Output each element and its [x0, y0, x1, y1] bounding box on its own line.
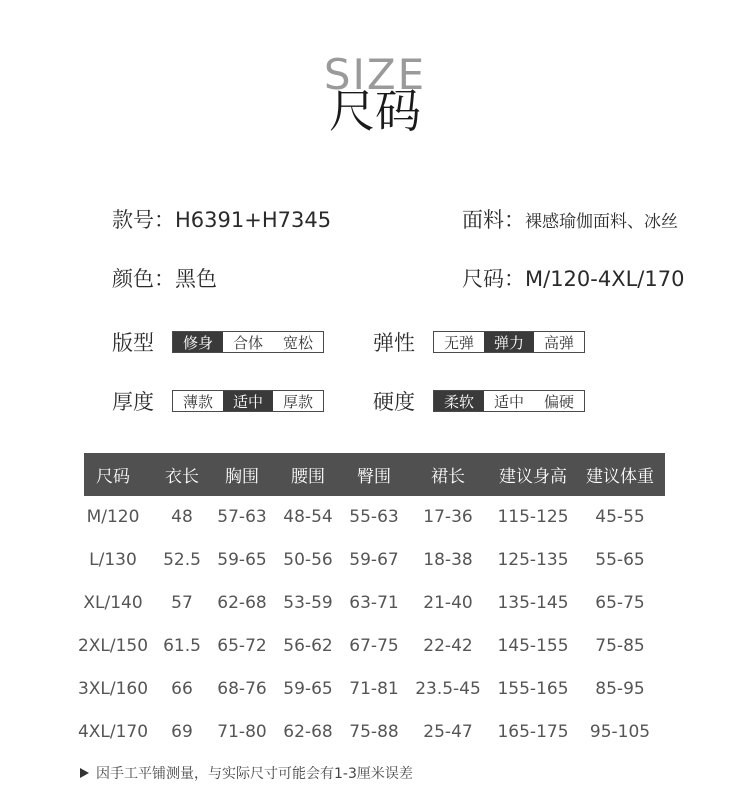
- hardness-option-1: 适中: [493, 392, 524, 411]
- size-range: [462, 269, 684, 290]
- table-cell: 21-40: [423, 593, 473, 613]
- table-cell: 48-54: [283, 507, 333, 527]
- size-range-value: M/120-4XL/170: [525, 267, 685, 291]
- table-header-cell: 建议体重: [586, 467, 654, 487]
- table-cell: 65-72: [217, 636, 267, 656]
- table-cell: 71-80: [217, 722, 267, 742]
- table-cell: 55-63: [349, 507, 399, 527]
- size-range-label: 尺码：: [462, 267, 525, 291]
- table-cell: 63-71: [349, 593, 399, 613]
- table-cell: 3XL/160: [77, 679, 149, 699]
- elasticity-option-0: 无弹: [443, 333, 474, 352]
- size-table-header: [84, 453, 665, 496]
- table-cell: 61.5: [163, 636, 201, 656]
- measurement-note-text: 因手工平铺测量，与实际尺寸可能会有1-3厘米误差: [96, 766, 413, 782]
- elasticity-option-1: 弹力: [484, 332, 534, 352]
- color-label: 颜色：: [112, 267, 175, 291]
- table-cell: 66: [171, 679, 193, 699]
- table-cell: M/120: [86, 507, 140, 527]
- table-cell: 75-85: [595, 636, 645, 656]
- table-cell: 45-55: [595, 507, 645, 527]
- table-cell: L/130: [89, 550, 137, 570]
- table-cell: 62-68: [283, 722, 333, 742]
- table-header-cell: 裙长: [431, 467, 465, 487]
- table-cell: 59-65: [283, 679, 333, 699]
- table-cell: 25-47: [423, 722, 473, 742]
- fit-option-0: 修身: [173, 332, 223, 352]
- color-info: [112, 269, 217, 290]
- table-header-cell: 衣长: [165, 467, 199, 487]
- table-cell: 23.5-45: [415, 679, 481, 699]
- table-header-cell: 臀围: [357, 467, 391, 487]
- hardness-label: 硬度: [373, 390, 415, 414]
- table-cell: 115-125: [497, 507, 569, 527]
- table-cell: 155-165: [497, 679, 569, 699]
- fit-label: 版型: [112, 331, 154, 355]
- thickness-option-2: 厚款: [282, 392, 313, 411]
- table-cell: 65-75: [595, 593, 645, 613]
- table-cell: 17-36: [423, 507, 473, 527]
- table-cell: 2XL/150: [77, 636, 149, 656]
- heading-size-cn: 尺码: [329, 84, 421, 138]
- table-cell: 85-95: [595, 679, 645, 699]
- table-cell: 145-155: [497, 636, 569, 656]
- table-cell: 165-175: [497, 722, 569, 742]
- table-cell: 62-68: [217, 593, 267, 613]
- measurement-note: [80, 763, 413, 783]
- table-cell: 53-59: [283, 593, 333, 613]
- table-cell: 57-63: [217, 507, 267, 527]
- heading-size-en: SIZE: [323, 50, 427, 99]
- elasticity-selector: [433, 331, 585, 353]
- table-cell: 52.5: [163, 550, 201, 570]
- table-cell: 56-62: [283, 636, 333, 656]
- fabric: [462, 210, 678, 231]
- table-cell: 68-76: [217, 679, 267, 699]
- fabric-label: 面料：: [462, 208, 525, 232]
- fit-option-2: 宽松: [282, 333, 313, 352]
- thickness-option-0: 薄款: [182, 392, 213, 411]
- hardness-selector: [433, 390, 585, 412]
- style-number: [112, 210, 331, 231]
- elasticity-label: 弹性: [373, 331, 415, 355]
- triangle-right-icon: [80, 768, 89, 778]
- table-header-cell: 胸围: [225, 467, 259, 487]
- table-cell: 75-88: [349, 722, 399, 742]
- table-header-cell: 腰围: [291, 467, 325, 487]
- table-cell: 57: [171, 593, 193, 613]
- table-header-cell: 尺码: [96, 467, 130, 487]
- fit-selector: [172, 331, 324, 353]
- table-cell: 4XL/170: [77, 722, 149, 742]
- table-cell: 135-145: [497, 593, 569, 613]
- table-cell: 48: [171, 507, 193, 527]
- table-cell: 50-56: [283, 550, 333, 570]
- table-cell: 69: [171, 722, 193, 742]
- table-cell: 22-42: [423, 636, 473, 656]
- fit-option-1: 合体: [232, 333, 263, 352]
- table-cell: 18-38: [423, 550, 473, 570]
- elasticity-option-2: 高弹: [543, 333, 574, 352]
- table-cell: 95-105: [589, 722, 651, 742]
- color-value: 黑色: [175, 267, 217, 291]
- thickness-label: 厚度: [112, 390, 154, 414]
- style-number-label: 款号：: [112, 208, 175, 232]
- thickness-selector: [172, 390, 324, 412]
- table-cell: 67-75: [349, 636, 399, 656]
- table-header-cell: 建议身高: [499, 467, 567, 487]
- fabric-value: 裸感瑜伽面料、冰丝: [525, 212, 678, 232]
- hardness-option-0: 柔软: [434, 391, 484, 411]
- table-cell: 125-135: [497, 550, 569, 570]
- thickness-option-1: 适中: [223, 391, 273, 411]
- table-cell: 55-65: [595, 550, 645, 570]
- table-cell: XL/140: [83, 593, 143, 613]
- table-cell: 59-67: [349, 550, 399, 570]
- table-cell: 59-65: [217, 550, 267, 570]
- hardness-option-2: 偏硬: [543, 392, 574, 411]
- style-number-value: H6391+H7345: [175, 208, 332, 232]
- table-cell: 71-81: [349, 679, 399, 699]
